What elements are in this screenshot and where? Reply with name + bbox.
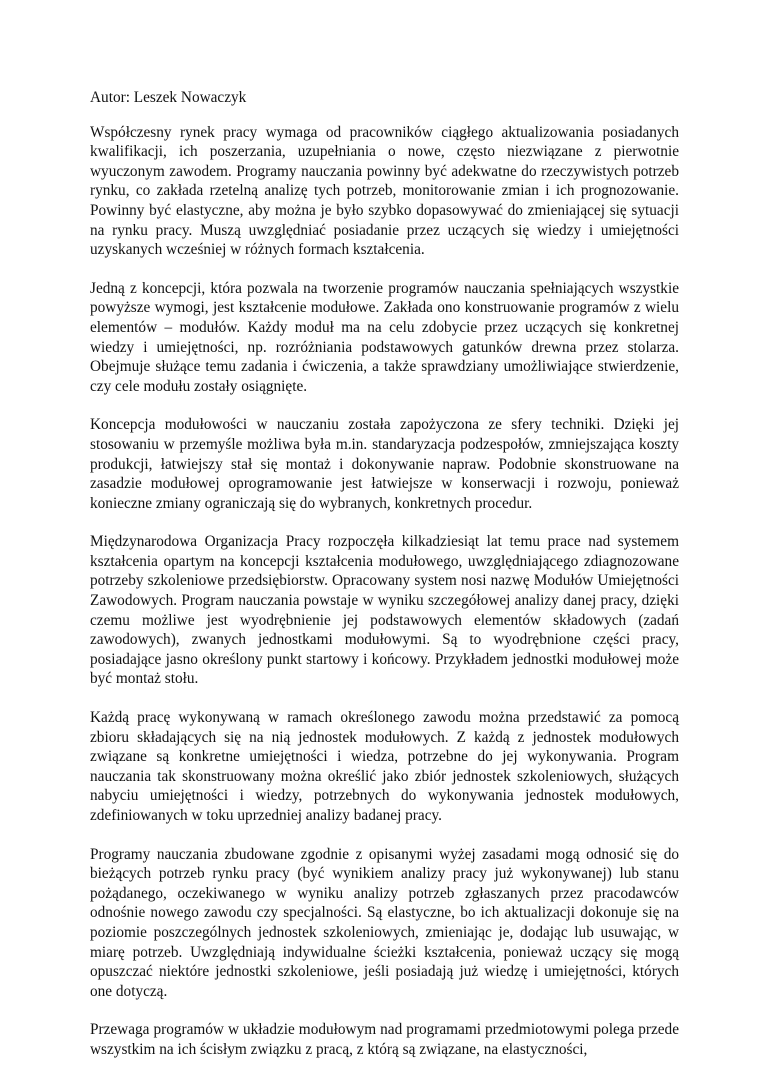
- paragraph-5: Każdą pracę wykonywaną w ramach określonego zawodu można przedstawić za pomocą zbioru składających się na nią jednostek modułowych. Z każdą z jednostek modułowych związane są konkretne umiejętności i wiedza, potrzebne do jej wykonywania. Program nauczania tak skonstruowany można określić jako zbiór jednostek szkoleniowych, służących nabyciu umiejętności i wiedzy, potrzebnych do wykonywania jednostek modułowych, zdefiniowanych w toku uprzedniej analizy badanej pracy.: [90, 709, 679, 824]
- paragraph-6: Programy nauczania zbudowane zgodnie z opisanymi wyżej zasadami mogą odnosić się do bieżących potrzeb rynku pracy (być wynikiem analizy pracy już wykonywanej) lub stanu pożądanego, oczekiwanego w wyniku analizy potrzeb zgłaszanych przez pracodawców odnośnie nowego zawodu czy specjalności. Są elastyczne, bo ich aktualizacji dokonuje się na poziomie poszczególnych jednostek szkoleniowych, zmieniając je, dodając lub usuwając, w miarę potrzeb. Uwzględniają indywidualne ścieżki kształcenia, ponieważ uczący się mogą opuszczać niektóre jednostki szkoleniowe, jeśli posiadają już wiedzę i umiejętności, których one dotyczą.: [90, 845, 679, 1000]
- document-page: [90, 88, 679, 1079]
- paragraph-7: Przewaga programów w układzie modułowym nad programami przedmiotowymi polega przede wszystkim na ich ścisłym związku z pracą, z którą są związane, na elastyczności,: [90, 1021, 679, 1058]
- author-line: Autor: Leszek Nowaczyk: [90, 89, 247, 106]
- paragraph-1: Współczesny rynek pracy wymaga od pracowników ciągłego aktualizowania posiadanych kwalifikacji, ich poszerzania, uzupełniania o nowe, często niezwiązane z pierwotnie wyuczonym zawodem. Programy nauczania powinny być adekwatne do rzeczywistych potrzeb rynku, co zakłada rzetelną analizę tych potrzeb, monitorowanie zmian i ich prognozowanie. Powinny być elastyczne, aby można je było szybko dopasowywać do zmieniającej się sytuacji na rynku pracy. Muszą uwzględniać posiadanie przez uczących się wiedzy i umiejętności uzyskanych wcześniej w różnych formach kształcenia.: [90, 123, 679, 259]
- paragraph-2: Jedną z koncepcji, która pozwala na tworzenie programów nauczania spełniających wszystkie powyższe wymogi, jest kształcenie modułowe. Zakłada ono konstruowanie programów z wielu elementów – modułów. Każdy moduł ma na celu zdobycie przez uczących się konkretnej wiedzy i umiejętności, np. rozróżniania podstawowych gatunków drewna przez stolarza. Obejmuje służące temu zadania i ćwiczenia, a także sprawdziany umożliwiające stwierdzenie, czy cele modułu zostały osiągnięte.: [90, 279, 679, 395]
- paragraph-3: Koncepcja modułowości w nauczaniu została zapożyczona ze sfery techniki. Dzięki jej stosowaniu w przemyśle możliwa była m.in. standaryzacja podzespołów, zmniejszająca koszty produkcji, łatwiejszy stał się montaż i dokonywanie napraw. Podobnie skonstruowane na zasadzie modułowej oprogramowanie jest łatwiejsze w konserwacji i rozwoju, ponieważ konieczne zmiany ograniczają się do wybranych, konkretnych procedur.: [90, 416, 679, 512]
- paragraph-4: Międzynarodowa Organizacja Pracy rozpoczęła kilkadziesiąt lat temu prace nad systemem kształcenia opartym na koncepcji kształcenia modułowego, uwzględniającego zdiagnozowane potrzeby szkoleniowe przedsiębiorstw. Opracowany system nosi nazwę Modułów Umiejętności Zawodowych. Program nauczania powstaje w wyniku szczegółowej analizy danej pracy, dzięki czemu możliwe jest wyodrębnienie jej podstawowych elementów składowych (zadań zawodowych), zwanych jednostkami modułowymi. Są to wyodrębnione części pracy, posiadające jasno określony punkt startowy i końcowy. Przykładem jednostki modułowej może być montaż stołu.: [90, 533, 679, 688]
